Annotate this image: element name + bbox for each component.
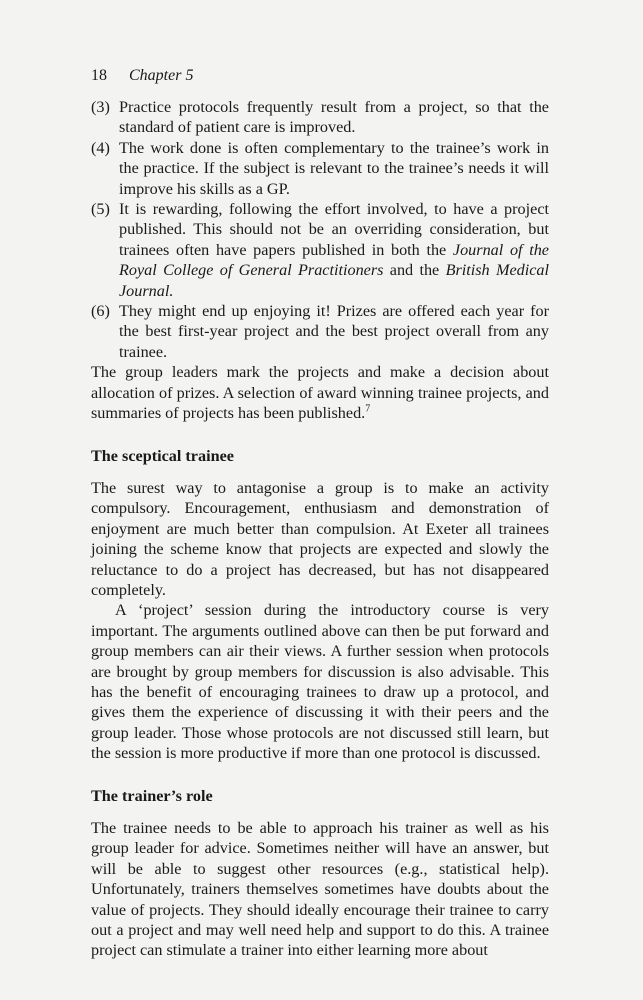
list-item xyxy=(91,199,549,301)
list-item-number: (4) xyxy=(91,138,110,157)
running-head xyxy=(91,66,193,86)
list-item xyxy=(91,138,549,199)
list-item xyxy=(91,97,549,138)
list-item-text: and the xyxy=(383,261,446,280)
list-item-text: The work done is often complementary to the trainee’s work in the practice. If the subject is relevant to the trainee’s needs it will improve his skills as a GP. xyxy=(119,138,549,198)
journal-title: British Medical Journal. xyxy=(119,261,549,300)
body-paragraph xyxy=(91,362,549,423)
list-item-number: (3) xyxy=(91,98,110,116)
journal-title: Journal of the Royal College of General Practitioners xyxy=(119,240,549,280)
chapter-title: Chapter 5 xyxy=(129,67,194,84)
body-paragraph: The trainee needs to be able to approach his trainer as well as his group leader for advice. Sometimes neither will have an answer, but will be able to suggest other resources (e.g., statistical help). Unfortunately, trainers themselves sometimes have doubts about the value of projects. They should ideally encourage their trainee to carry out a project and may well need help and support to do this. A trainee project can stimulate a trainer into either learning more about xyxy=(91,819,549,960)
body-paragraph: The surest way to antagonise a group is to make an activity compulsory. Encouragement, enthusiasm and demonstration of enjoyment are much better than compulsion. At Exeter all trainees joining the scheme know that projects are expected and slowly the reluctance to do a project has decreased, but has not disappeared completely. xyxy=(91,478,549,599)
list-item-text: Practice protocols frequently result from a project, so that the standard of patient care is improved. xyxy=(119,98,549,137)
section-heading: The sceptical trainee xyxy=(91,446,234,465)
page-content xyxy=(91,97,549,961)
section-heading: The trainer’s role xyxy=(91,786,213,805)
page-number: 18 xyxy=(91,67,107,84)
paragraph-text: The group leaders mark the projects and make a decision about allocation of prizes. A selection of award winning trainee projects, and summaries of projects has been published. xyxy=(91,363,549,423)
list-item xyxy=(91,301,549,362)
list-item-number: (5) xyxy=(91,200,110,219)
list-item-text: They might end up enjoying it! Prizes are offered each year for the best first-year project and the best project overall from any trainee. xyxy=(119,302,549,361)
list-item-number: (6) xyxy=(91,302,110,321)
body-paragraph: A ‘project’ session during the introductory course is very important. The arguments outlined above can then be put forward and group members can air their views. A further session when protocols are brought by group members for discussion is also advisable. This has the benefit of encouraging trainees to draw up a protocol, and gives them the experience of discussing it with their peers and the group leader. Those whose protocols are not discussed still learn, but the session is more productive if more than one protocol is discussed. xyxy=(91,601,549,763)
reference-marker: 7 xyxy=(365,403,371,415)
numbered-list xyxy=(91,97,549,362)
list-item-text: It is rewarding, following the effort involved, to have a project published. This should not be an overriding consideration, but trainees often have papers published in both the xyxy=(119,200,549,259)
